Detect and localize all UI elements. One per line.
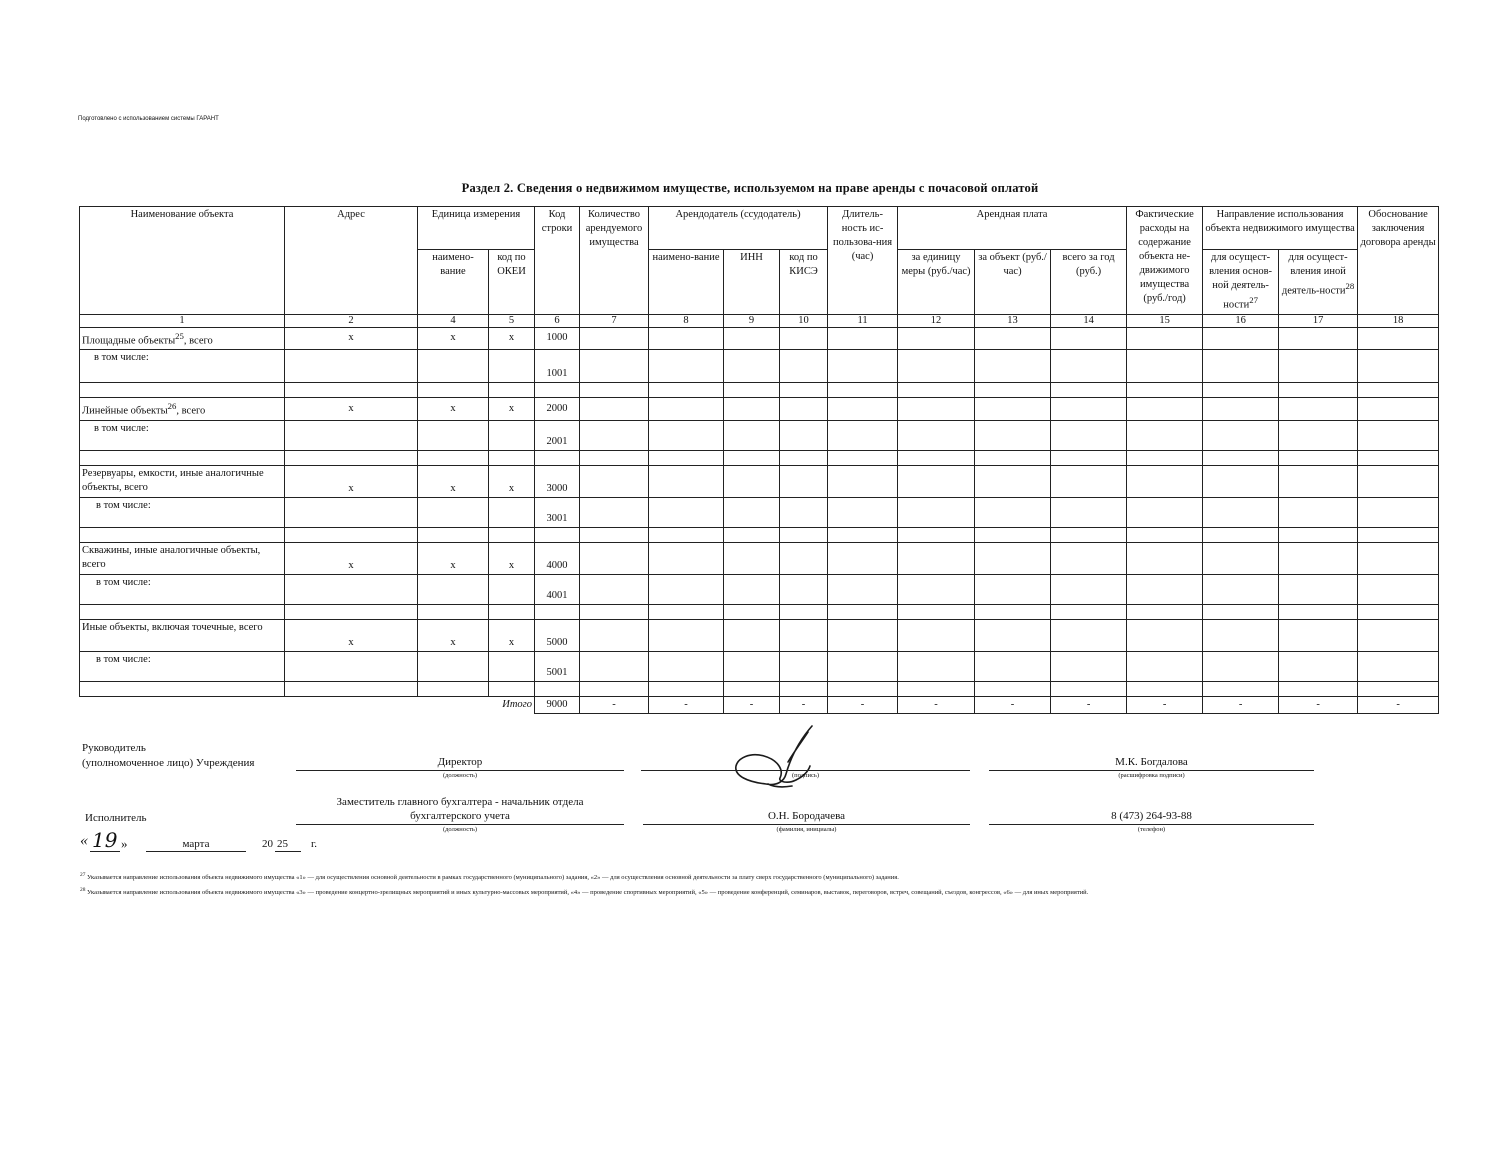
executor-label: Исполнитель (85, 812, 147, 824)
total-dash: - (828, 696, 898, 713)
unit-name-mark: х (418, 465, 489, 497)
col-number: 10 (780, 314, 828, 327)
unit-name-mark: х (418, 327, 489, 350)
garant-note: Подготовлено с использованием системы ГАРАНТ (78, 116, 219, 122)
date-open-quote: « (80, 832, 88, 849)
line-code: 5001 (535, 651, 580, 681)
head-name: М.К. Богдалова (1115, 756, 1188, 768)
address-mark: х (285, 542, 418, 574)
executor-name-caption: (фамилия, инициалы) (776, 826, 837, 833)
col-number: 5 (489, 314, 535, 327)
col-number: 17 (1279, 314, 1358, 327)
col-number: 18 (1358, 314, 1439, 327)
date-month-line (146, 851, 246, 852)
line-code: 1000 (535, 327, 580, 350)
header-basis: Обоснование заключения договора аренды (1358, 207, 1439, 315)
footnote-27: $^{27}$ Указывается направление использования объекта недвижимого имущества «1» — для осуществления основной деятельности в рамках государственного (муниципального) задания, «2» — для осуществления основной деятельности за плату сверх государственного (муниципального) задания. (80, 872, 899, 882)
header-line-code: Код строки (535, 207, 580, 315)
executor-position-caption: (должность) (442, 826, 478, 833)
table-row (80, 604, 1439, 619)
including-label: в том числе: (80, 497, 285, 527)
header-duration: Длитель-ность ис-пользова-ния (час) (828, 207, 898, 315)
unit-okei-mark: х (489, 327, 535, 350)
row-name: Резервуары, емкости, иные аналогичные объекты, всего (80, 465, 285, 497)
unit-name-mark: х (418, 542, 489, 574)
header-rent-per-year: всего за год (руб.) (1051, 250, 1127, 315)
unit-okei-mark: х (489, 465, 535, 497)
total-dash: - (780, 696, 828, 713)
line-code: 3001 (535, 497, 580, 527)
executor-phone-caption: (телефон) (1137, 826, 1166, 833)
total-dash: - (898, 696, 975, 713)
executor-position-2: бухгалтерского учета (410, 810, 510, 822)
row-name: Линейные объекты$^{26}$, всего (80, 398, 285, 421)
head-name-line (989, 770, 1314, 771)
unit-okei-mark: х (489, 619, 535, 651)
unit-okei-mark: х (489, 542, 535, 574)
date-day-line (90, 851, 120, 852)
header-object-name: Наименование объекта (80, 207, 285, 315)
executor-phone-line (989, 824, 1314, 825)
header-address: Адрес (285, 207, 418, 315)
table-row (80, 398, 1439, 421)
total-code: 9000 (535, 696, 580, 713)
total-dash: - (1051, 696, 1127, 713)
header-lessor: Арендодатель (ссудодатель) (649, 207, 828, 250)
header-direction-other: для осущест-вления иной деятель-ности$^{28}$ (1279, 250, 1358, 315)
header-unit: Единица измерения (418, 207, 535, 250)
address-mark: х (285, 465, 418, 497)
column-numbers-row (80, 314, 1439, 327)
header-rent-per-unit: за единицу меры (руб./час) (898, 250, 975, 315)
header-lessor-kise: код по КИСЭ (780, 250, 828, 315)
head-name-caption: (расшифровка подписи) (1118, 772, 1185, 779)
table-row (80, 450, 1439, 465)
line-code: 4000 (535, 542, 580, 574)
including-label: в том числе: (80, 651, 285, 681)
header-rent-per-object: за объект (руб./час) (975, 250, 1051, 315)
total-dash: - (1279, 696, 1358, 713)
handwritten-signature (728, 722, 828, 790)
date-month: марта (182, 838, 210, 850)
head-signature-caption: (подпись) (792, 772, 819, 779)
head-label-1: Руководитель (82, 742, 146, 754)
footnote-28: $^{28}$ Указывается направление использования объекта недвижимого имущества «3» — проведение концертно-зрелищных мероприятий и иных культурно-массовых мероприятий, «4» — проведение спортивных мероприятий, «5» — проведение конференций, семинаров, выставок, переговоров, встреч, совещаний, съездов, конгрессов, «6» — для иных мероприятий. (80, 887, 1089, 897)
col-number: 1 (80, 314, 285, 327)
row-name: Площадные объекты$^{25}$, всего (80, 327, 285, 350)
header-unit-name: наимено-вание (418, 250, 489, 315)
unit-name-mark: х (418, 619, 489, 651)
rental-property-table (79, 206, 1439, 714)
col-number: 6 (535, 314, 580, 327)
head-label-2: (уполномоченное лицо) Учреждения (82, 757, 255, 769)
table-row (80, 383, 1439, 398)
address-mark: х (285, 619, 418, 651)
head-position-caption: (должность) (442, 772, 478, 779)
line-code: 4001 (535, 574, 580, 604)
executor-name: О.Н. Бородачева (767, 810, 846, 822)
date-year: 25 (277, 838, 288, 850)
including-label: в том числе: (80, 420, 285, 450)
col-number: 8 (649, 314, 724, 327)
head-signature-line (641, 770, 970, 771)
executor-position-line (296, 824, 624, 825)
col-number: 16 (1203, 314, 1279, 327)
total-dash: - (975, 696, 1051, 713)
unit-okei-mark: х (489, 398, 535, 421)
header-direction-main: для осущест-вления основ-ной деятель-ности$^{27}$ (1203, 250, 1279, 315)
section-title: Раздел 2. Сведения о недвижимом имуществе, используемом на праве аренды с почасовой оплатой (461, 181, 1039, 195)
date-day: 19 (92, 828, 118, 852)
row-name: Скважины, иные аналогичные объекты, всего (80, 542, 285, 574)
including-label: в том числе: (80, 350, 285, 383)
head-position: Директор (437, 756, 483, 768)
col-number: 14 (1051, 314, 1127, 327)
header-usage-direction: Направление использования объекта недвижимого имущества (1203, 207, 1358, 250)
line-code: 2001 (535, 420, 580, 450)
line-code: 2000 (535, 398, 580, 421)
table-row (80, 497, 1439, 527)
line-code: 3000 (535, 465, 580, 497)
table-row (80, 619, 1439, 651)
total-label: Итого (80, 696, 535, 713)
line-code: 1001 (535, 350, 580, 383)
header-unit-okei: код по ОКЕИ (489, 250, 535, 315)
header-quantity: Количество арендуемого имущества (580, 207, 649, 315)
line-code: 5000 (535, 619, 580, 651)
date-close-quote: » (121, 836, 128, 851)
row-name: Иные объекты, включая точечные, всего (80, 619, 285, 651)
executor-position-1: Заместитель главного бухгалтера - начальник отдела (336, 796, 584, 808)
total-dash: - (1358, 696, 1439, 713)
executor-name-line (643, 824, 970, 825)
table-row (80, 420, 1439, 450)
col-number: 2 (285, 314, 418, 327)
col-number: 9 (724, 314, 780, 327)
table-row (80, 465, 1439, 497)
table-row (80, 542, 1439, 574)
date-suffix: г. (311, 838, 318, 850)
header-rent: Арендная плата (898, 207, 1127, 250)
table-row (80, 350, 1439, 383)
total-dash: - (724, 696, 780, 713)
table-row (80, 327, 1439, 350)
executor-phone: 8 (473) 264-93-88 (1111, 810, 1192, 822)
table-row (80, 527, 1439, 542)
date-century: 20 (262, 838, 273, 850)
col-number: 13 (975, 314, 1051, 327)
total-dash: - (580, 696, 649, 713)
table-row (80, 651, 1439, 681)
header-lessor-name: наимено-вание (649, 250, 724, 315)
unit-name-mark: х (418, 398, 489, 421)
col-number: 12 (898, 314, 975, 327)
col-number: 15 (1127, 314, 1203, 327)
including-label: в том числе: (80, 574, 285, 604)
col-number: 11 (828, 314, 898, 327)
header-actual-costs: Фактические расходы на содержание объекта не-движимого имущества (руб./год) (1127, 207, 1203, 315)
total-dash: - (649, 696, 724, 713)
date-year-line (275, 851, 301, 852)
total-dash: - (1203, 696, 1279, 713)
col-number: 7 (580, 314, 649, 327)
table-row (80, 574, 1439, 604)
col-number: 4 (418, 314, 489, 327)
total-dash: - (1127, 696, 1203, 713)
header-lessor-inn: ИНН (724, 250, 780, 315)
address-mark: х (285, 327, 418, 350)
head-position-line (296, 770, 624, 771)
total-row (80, 696, 1439, 713)
address-mark: х (285, 398, 418, 421)
table-row (80, 681, 1439, 696)
